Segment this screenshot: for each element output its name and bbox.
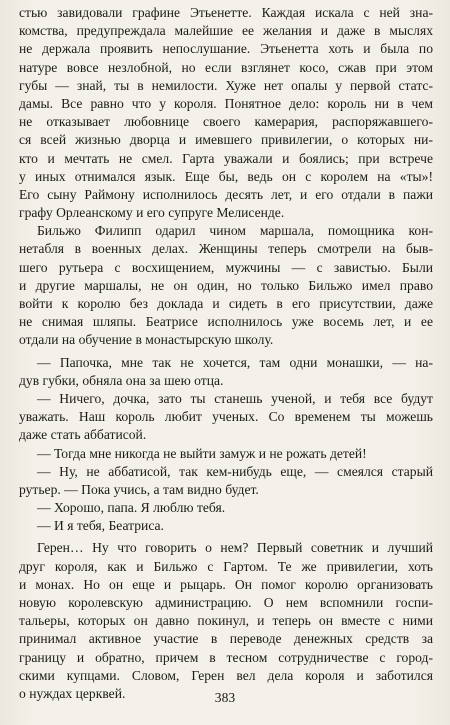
text-line: рутьер. — Пока учись, а там видно будет.	[19, 481, 259, 497]
text-line: губы — знай, ты в немилости. Хуже нет опалы у первой статс-	[19, 77, 433, 93]
text-line: даже стать аббатисой.	[19, 427, 147, 443]
text-line: — И я тебя, Беатриса.	[37, 518, 164, 534]
text-line: не отказывает любовнице своего камерария, распоряжавшего-	[19, 114, 433, 130]
text-line: нетабля в военных делах. Женщины теперь смотрели на быв-	[19, 241, 433, 257]
text-line: — Хорошо, папа. Я люблю тебя.	[37, 500, 226, 516]
text-line: границу и обратно, причем в тесном сотрудничестве с город-	[19, 649, 433, 665]
text-line: отдали на обучение в монастырскую школу.	[19, 332, 274, 348]
text-line: кто и мечтать не смел. Гарта уважали и боялись; при встрече	[19, 150, 433, 166]
text-line: друг короля, как и Бильжо с Гартом. Те же привилегии, хоть	[19, 558, 433, 574]
body-text	[19, 4, 433, 703]
text-line: Герен… Ну что говорить о нем? Первый советник и лучший	[37, 540, 433, 556]
text-line: — Тогда мне никогда не выйти замуж и не рожать детей!	[37, 445, 367, 461]
text-line: и другие маршалы, не он один, но только Бильжо имел право	[19, 277, 433, 293]
text-line: — Папочка, мне так не хочется, там одни монашки, — на-	[37, 354, 433, 370]
text-line: шего рутьера с восхищением, мужчины — с завистью. Были	[19, 259, 433, 275]
text-line: не держала проявить непослушание. Этьенетта хоть и была по	[19, 41, 433, 57]
text-line: дув губки, обняла она за шею отца.	[19, 372, 224, 388]
text-line: не снимая шляпы. Беатрисе исполнилось уже восемь лет, и ее	[19, 314, 433, 330]
text-line: ся всей жизнью дворца и имевшего привилегии, о которых ни-	[19, 132, 433, 148]
text-line: новую королевскую администрацию. О нем вспомнили госпи-	[19, 595, 433, 610]
text-line: принимал активное участие в переводе денежных средств за	[19, 631, 433, 647]
text-line: уважать. Наш король любит ученых. Со временем ты можешь	[19, 409, 433, 425]
text-line: войти к королю без доклада и сидеть в его присутствии, даже	[19, 296, 433, 311]
text-line: и монах. Но он еще и рыцарь. Он помог королю организовать	[19, 576, 433, 592]
text-line: у иных отнимался язык. Еще бы, ведь он с королем на «ты»!	[19, 168, 433, 184]
text-line: тальеры, которых он давно покинул, и теперь он вместе с ними	[19, 613, 433, 629]
text-line: графу Орлеанскому и его супруге Мелисенде.	[19, 205, 285, 221]
text-line: — Ничего, дочка, зато ты станешь ученой, и тебя все будут	[37, 390, 433, 406]
text-line: Его сыну Раймону исполнилось десять лет, и его отдали в пажи	[19, 186, 433, 202]
text-line: Бильжо Филипп одарил чином маршала, помощника кон-	[37, 223, 433, 239]
text-line: комства, предупреждала малейшие ее желания и даже в мыслях	[19, 23, 433, 39]
text-line: стью завидовали графине Этьенетте. Каждая искала с ней зна-	[19, 5, 433, 20]
text-line: о нуждах церквей.	[19, 685, 126, 701]
text-line: дамы. Все равно что у короля. Понятное дело: король ни в чем	[19, 95, 433, 111]
text-line: натуре вовсе незлобной, но если взглянет косо, сжав при этом	[19, 59, 433, 75]
text-line: скими купцами. Словом, Герен вел дела короля и заботился	[19, 667, 433, 683]
text-line: — Ну, не аббатисой, так кем-нибудь еще, — смеялся старый	[37, 463, 433, 479]
page-number: 383	[214, 690, 236, 705]
